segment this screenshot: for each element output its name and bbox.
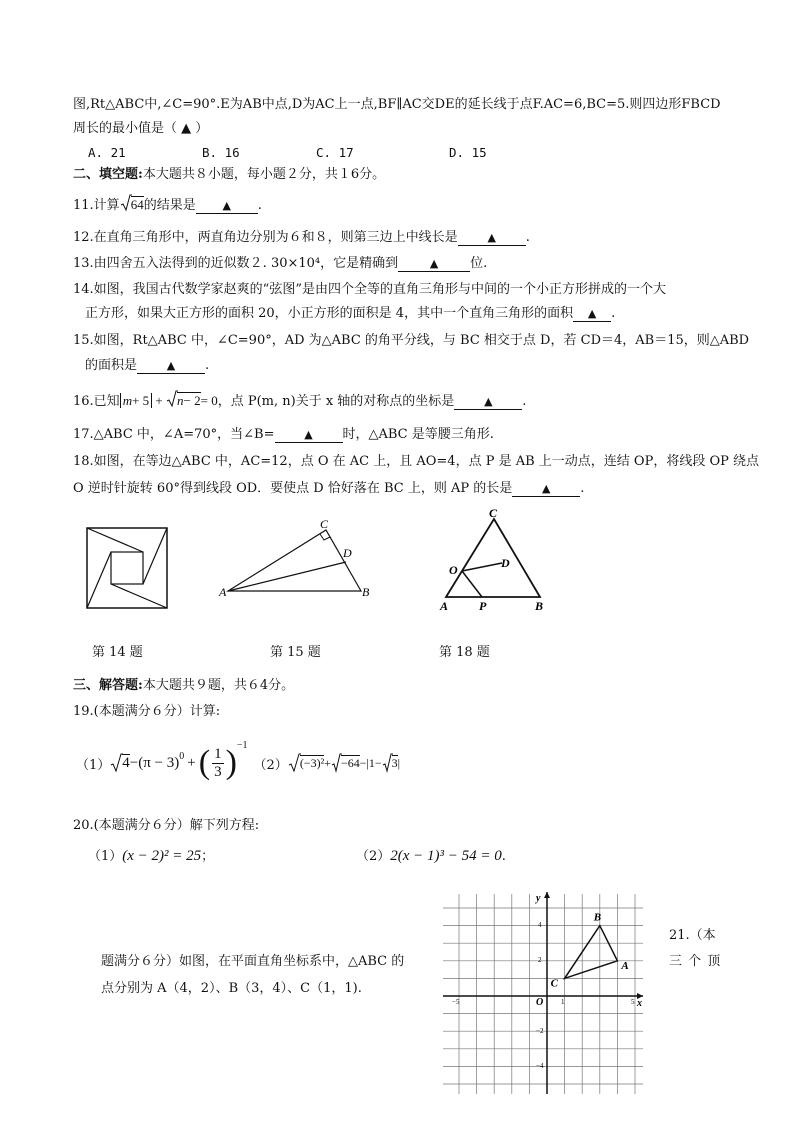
sqrt-sign-icon: [382, 753, 393, 773]
q20-part2: [356, 845, 506, 865]
q19-abs-open: −|1−: [359, 755, 382, 770]
q16-eq0: = 0: [200, 393, 218, 408]
q16-end: .: [522, 394, 527, 409]
origin-label: O: [536, 997, 544, 1008]
fig15-label-a: A: [219, 585, 227, 599]
q21-right2: 三 个 顶: [669, 954, 722, 969]
x-tick-1: 1: [561, 998, 565, 1006]
q11-post: 的结果是: [143, 198, 196, 213]
q18-line2-text: O 逆时针旋转 60°得到线段 OD．要使点 D 恰好落在 BC 上，则 AP 的长是: [73, 481, 513, 496]
q19-exp-neg1: −1: [236, 740, 248, 751]
point-label-a: A: [621, 959, 629, 972]
q19-title: 19.(本题满分６分）计算:: [73, 704, 221, 719]
q15-line2-text: 的面积是: [85, 358, 138, 373]
q19-abs-close: |: [397, 755, 401, 770]
fig15-label-c: C: [320, 517, 329, 531]
triangle-mark: ▲: [484, 395, 493, 408]
q18-answer-blank: [512, 482, 580, 497]
triangle-mark: ▲: [166, 359, 176, 372]
q19-sqrt4: [110, 755, 130, 772]
q17-pre: 17.△ABC 中，∠A=70°，当∠B=: [73, 427, 275, 442]
q15-line1: 15.如图，Rt△ABC 中，∠C=90°，AD 为△ABC 的角平分线，与 BC 相交于点 D，若 CD＝4，AB＝15，则△ABD: [73, 333, 750, 348]
caption-q14: 第 14 题: [92, 645, 143, 660]
y-axis-label: y: [536, 893, 541, 904]
caption-q15: 第 15 题: [270, 645, 321, 660]
q15-end: .: [205, 358, 210, 373]
triangle-mark: ▲: [587, 307, 597, 320]
q19-numerator: 1: [214, 745, 222, 762]
y-tick-4: 4: [538, 921, 542, 929]
sqrt-sign-icon: [110, 753, 123, 773]
q21-right1: 21.（本: [669, 928, 716, 943]
q19-expressions: [76, 738, 400, 788]
figure-15-triangle: [216, 515, 376, 605]
q14-end: .: [611, 306, 616, 321]
q19-pi-term: −(π − 3): [129, 754, 180, 771]
section2-heading: [73, 166, 385, 184]
point-label-c: C: [550, 977, 558, 990]
triangle-mark: ▲: [429, 257, 439, 270]
y-tick-neg2: −2: [536, 1027, 544, 1035]
figure-18-equilateral: [434, 507, 554, 615]
q20-end: .: [501, 849, 506, 864]
fig18-label-c: C: [489, 507, 498, 520]
q17-answer-blank: [275, 428, 343, 443]
q14-line2: [85, 305, 615, 323]
q14-answer-blank: [573, 307, 611, 322]
q19-part1-label: （1）: [76, 757, 111, 773]
q21-line2: 点分别为 A（4，2）、B（3，4）、C（1，1).: [101, 981, 362, 996]
triangle-abc: [565, 926, 618, 979]
q10-line2: 周长的最小值是（ ▲ ）: [73, 121, 209, 136]
right-paren: ): [225, 744, 237, 781]
q16-answer-blank: [454, 395, 522, 410]
q10-option-b: B. 16: [202, 145, 240, 160]
q16-sqrt: [166, 392, 201, 411]
fig18-label-a: A: [440, 599, 449, 613]
q12-end: .: [525, 230, 530, 245]
q16-plus5: + 5: [132, 393, 150, 408]
x-tick-neg5: −5: [452, 998, 460, 1006]
q12: [73, 229, 530, 247]
q19-denominator: 3: [214, 763, 222, 780]
q16-abs-expression: [120, 393, 152, 408]
triangle-mark: ▲: [487, 231, 496, 244]
q19-plus: +: [187, 754, 196, 771]
y-tick-neg4: −4: [536, 1062, 544, 1070]
q16-var-n: n: [177, 393, 184, 408]
q13: [73, 255, 487, 273]
x-tick-5: 5: [631, 998, 635, 1006]
q15-answer-blank: [137, 359, 205, 374]
q19-sqrt-neg3sq: [288, 756, 324, 771]
q11-answer-blank: [196, 199, 258, 214]
q10-option-c: C. 17: [316, 145, 354, 160]
q20-part1-label: （1）: [88, 849, 123, 864]
q10-option-a: A. 21: [88, 145, 126, 160]
sqrt-sign-icon: [166, 390, 178, 408]
q20-equation1: (x − 2)² = 25: [122, 848, 202, 864]
q16: 16.已知 m+ 5 + n− 2= 0，点 P(m, n)关于 x 轴的对称点的坐标是 ▲ .: [73, 392, 526, 411]
q12-text: 12.在直角三角形中，两直角边分别为６和８，则第三边上中线长是: [73, 230, 458, 245]
section3-title: 三、解答题:: [73, 678, 143, 693]
q13-answer-blank: [398, 257, 470, 272]
fig18-label-b: B: [535, 599, 544, 613]
q16-var-m: m: [122, 393, 133, 408]
triangle-mark: ▲: [542, 482, 551, 495]
q21-line1: 题满分６分）如图，在平面直角坐标系中，△ABC 的: [101, 954, 405, 969]
section2-desc: 本大题共８小题，每小题２分，共１6分。: [142, 167, 386, 182]
q17: [73, 426, 494, 444]
fig18-label-o: O: [449, 563, 458, 577]
q19-radicand-4: 4: [122, 754, 130, 771]
triangle-mark: ▲: [304, 428, 313, 441]
q18-end: .: [580, 481, 585, 496]
coordinate-grid: [443, 892, 645, 1094]
x-axis-label: x: [637, 998, 642, 1009]
left-paren: (: [198, 744, 211, 781]
q16-radicand: [177, 392, 201, 408]
sqrt-sign-icon: [120, 194, 132, 212]
q17-post: 时，△ABC 是等腰三角形.: [342, 427, 494, 442]
q19-radicand-neg3sq: (−3)²: [299, 755, 325, 770]
q19-cbrt-neg64: [331, 756, 360, 771]
q19-radicand-3: 3: [391, 755, 398, 770]
y-axis-arrow-icon: [544, 892, 550, 898]
triangle-mark: ▲: [222, 199, 231, 212]
fig15-label-b: B: [362, 585, 370, 599]
q19-radicand-neg64: −64: [340, 755, 360, 770]
q11: [73, 196, 262, 215]
q14-line1: 14.如图，我国古代数学家赵爽的“弦图”是由四个全等的直角三角形与中间的一个小正方形拼成的一个大: [73, 282, 666, 297]
figure-14-string-diagram: [86, 527, 170, 611]
q14-line2-text: 正方形，如果大正方形的面积 20，小正方形的面积是 4，其中一个直角三角形的面积: [85, 306, 574, 321]
q19-exp-zero: 0: [179, 750, 185, 762]
q11-pre: 11.计算: [73, 198, 120, 213]
point-label-b: B: [593, 911, 602, 924]
q16-pre: 16.已知: [73, 394, 120, 409]
q18-line1: 18.如图，在等边△ABC 中，AC=12，点 O 在 AC 上，且 AO=4，点 P 是 AB 上一动点，连结 OP，将线段 OP 绕点: [73, 454, 759, 469]
q20-part1: [88, 845, 214, 865]
q20-equation2: 2(x − 1)³ − 54 = 0: [390, 848, 502, 864]
caption-q18: 第 18 题: [439, 645, 490, 660]
y-tick-2: 2: [538, 956, 542, 964]
fig15-label-d: D: [343, 546, 352, 560]
section3-heading: [73, 677, 294, 695]
section2-title: 二、填空题:: [73, 167, 143, 182]
q13-end: 位.: [470, 256, 488, 271]
q11-radicand: 64: [130, 197, 144, 212]
fig18-label-p: P: [479, 599, 487, 613]
q19-fraction: [212, 746, 224, 781]
q19-plus2: +: [324, 755, 331, 770]
fig18-label-d: D: [501, 556, 510, 570]
cube-root-sign-icon: [331, 753, 342, 773]
section3-desc: 本大题共９题，共６4分。: [142, 678, 295, 693]
q15-line2: [85, 357, 209, 375]
q20-title: 20.(本题满分６分）解下列方程:: [73, 818, 260, 833]
sqrt-sign-icon: [288, 753, 301, 773]
q16-minus2: − 2: [183, 393, 201, 408]
q20-part2-label: （2）: [356, 849, 391, 864]
q16-post: ，点 P(m, n)关于 x 轴的对称点的坐标是: [217, 394, 455, 409]
q11-end: .: [257, 198, 262, 213]
q10-line1: 图,Rt△ABC中,∠C=90°.E为AB中点,D为AC上一点,BF∥AC交DE的延长线于点F.AC=6,BC=5.则四边形FBCD: [73, 97, 721, 112]
q19-part2-label: （2）: [253, 757, 288, 773]
q13-text: 13.由四舍五入法得到的近似数２. 30×10⁴，它是精确到: [73, 256, 399, 271]
q18-line2: [73, 480, 584, 498]
q11-sqrt: [120, 196, 144, 215]
q10-option-d: D. 15: [449, 145, 487, 160]
q12-answer-blank: [458, 231, 526, 246]
q20-sep: ；: [201, 849, 215, 864]
q19-sqrt3: [382, 755, 401, 771]
